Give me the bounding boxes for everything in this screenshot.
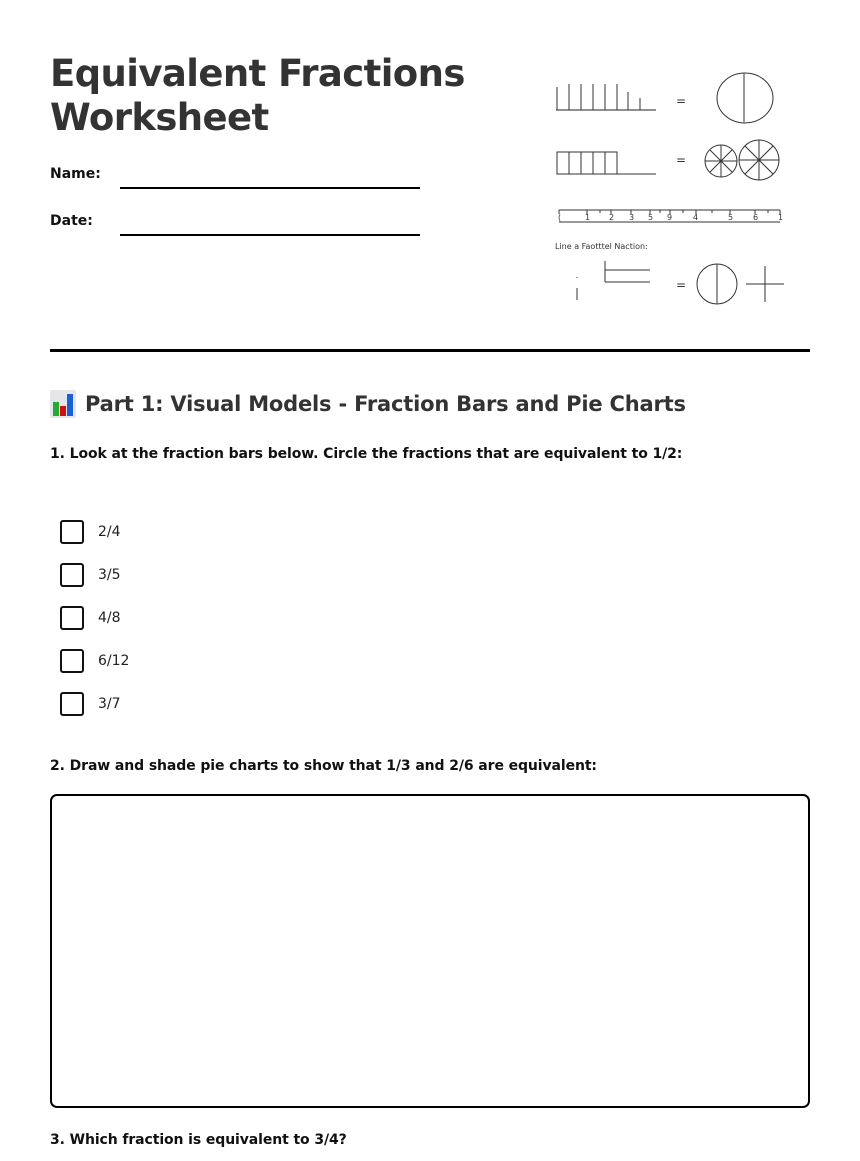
eighths-pie-icon-2 <box>739 140 779 180</box>
option-6-12[interactable] <box>60 639 129 682</box>
date-field[interactable] <box>120 234 420 236</box>
option-3-5[interactable] <box>60 553 129 596</box>
svg-text:6: 6 <box>753 213 759 222</box>
page-title <box>50 52 490 140</box>
question-1-text: 1. Look at the fraction bars below. Circle the fractions that are equivalent to 1/2: <box>50 446 683 462</box>
question-1-options <box>60 510 129 725</box>
question-3-text: 3. Which fraction is equivalent to 3/4? <box>50 1132 347 1148</box>
svg-text:2: 2 <box>609 213 615 222</box>
date-label: Date: <box>50 213 93 229</box>
option-label: 3/5 <box>98 566 121 583</box>
option-2-4[interactable] <box>60 510 129 553</box>
option-label: 3/7 <box>98 695 121 712</box>
option-label: 4/8 <box>98 609 121 626</box>
name-field[interactable] <box>120 187 420 189</box>
fraction-illustration <box>540 60 800 320</box>
option-label: 2/4 <box>98 523 121 540</box>
name-field-row <box>50 166 430 196</box>
checkbox[interactable] <box>60 520 84 544</box>
name-label: Name: <box>50 166 101 182</box>
svg-text:=: = <box>676 278 687 292</box>
svg-text:(: ( <box>558 213 562 222</box>
fraction-bar-boxes-icon <box>557 152 656 174</box>
title-line-1: Equivalent Fractions <box>50 52 465 95</box>
eighths-pie-icon <box>705 145 737 177</box>
svg-text:5: 5 <box>648 213 654 222</box>
svg-text:4: 4 <box>693 213 699 222</box>
title-line-2: Worksheet <box>50 96 269 139</box>
checkbox[interactable] <box>60 606 84 630</box>
half-circle-icon-2 <box>697 264 737 304</box>
svg-text:1: 1 <box>585 213 591 222</box>
number-line-labels <box>558 213 783 222</box>
option-3-7[interactable] <box>60 682 129 725</box>
checkbox[interactable] <box>60 649 84 673</box>
svg-text:3: 3 <box>629 213 635 222</box>
svg-text:5: 5 <box>728 213 734 222</box>
part-1-heading-text: Part 1: Visual Models - Fraction Bars and Pie Charts <box>85 392 686 416</box>
partial-bar-icon <box>577 261 650 300</box>
svg-text:1: 1 <box>778 213 784 222</box>
half-circle-icon <box>717 73 773 123</box>
checkbox[interactable] <box>60 692 84 716</box>
section-divider <box>50 349 810 352</box>
fraction-bar-ticks-icon <box>556 84 656 110</box>
option-4-8[interactable] <box>60 596 129 639</box>
part-1-heading <box>50 388 686 420</box>
illustration-caption: Line a Faotttel Naction: <box>555 242 648 251</box>
date-field-row <box>50 213 430 243</box>
option-label: 6/12 <box>98 652 130 669</box>
svg-text:=: = <box>676 94 687 108</box>
cross-icon <box>746 266 784 302</box>
bar-chart-icon <box>50 390 76 418</box>
drawing-answer-box[interactable] <box>50 794 810 1108</box>
svg-text:=: = <box>676 153 687 167</box>
question-2-text: 2. Draw and shade pie charts to show that 1/3 and 2/6 are equivalent: <box>50 758 597 774</box>
checkbox[interactable] <box>60 563 84 587</box>
svg-text:9: 9 <box>667 213 673 222</box>
